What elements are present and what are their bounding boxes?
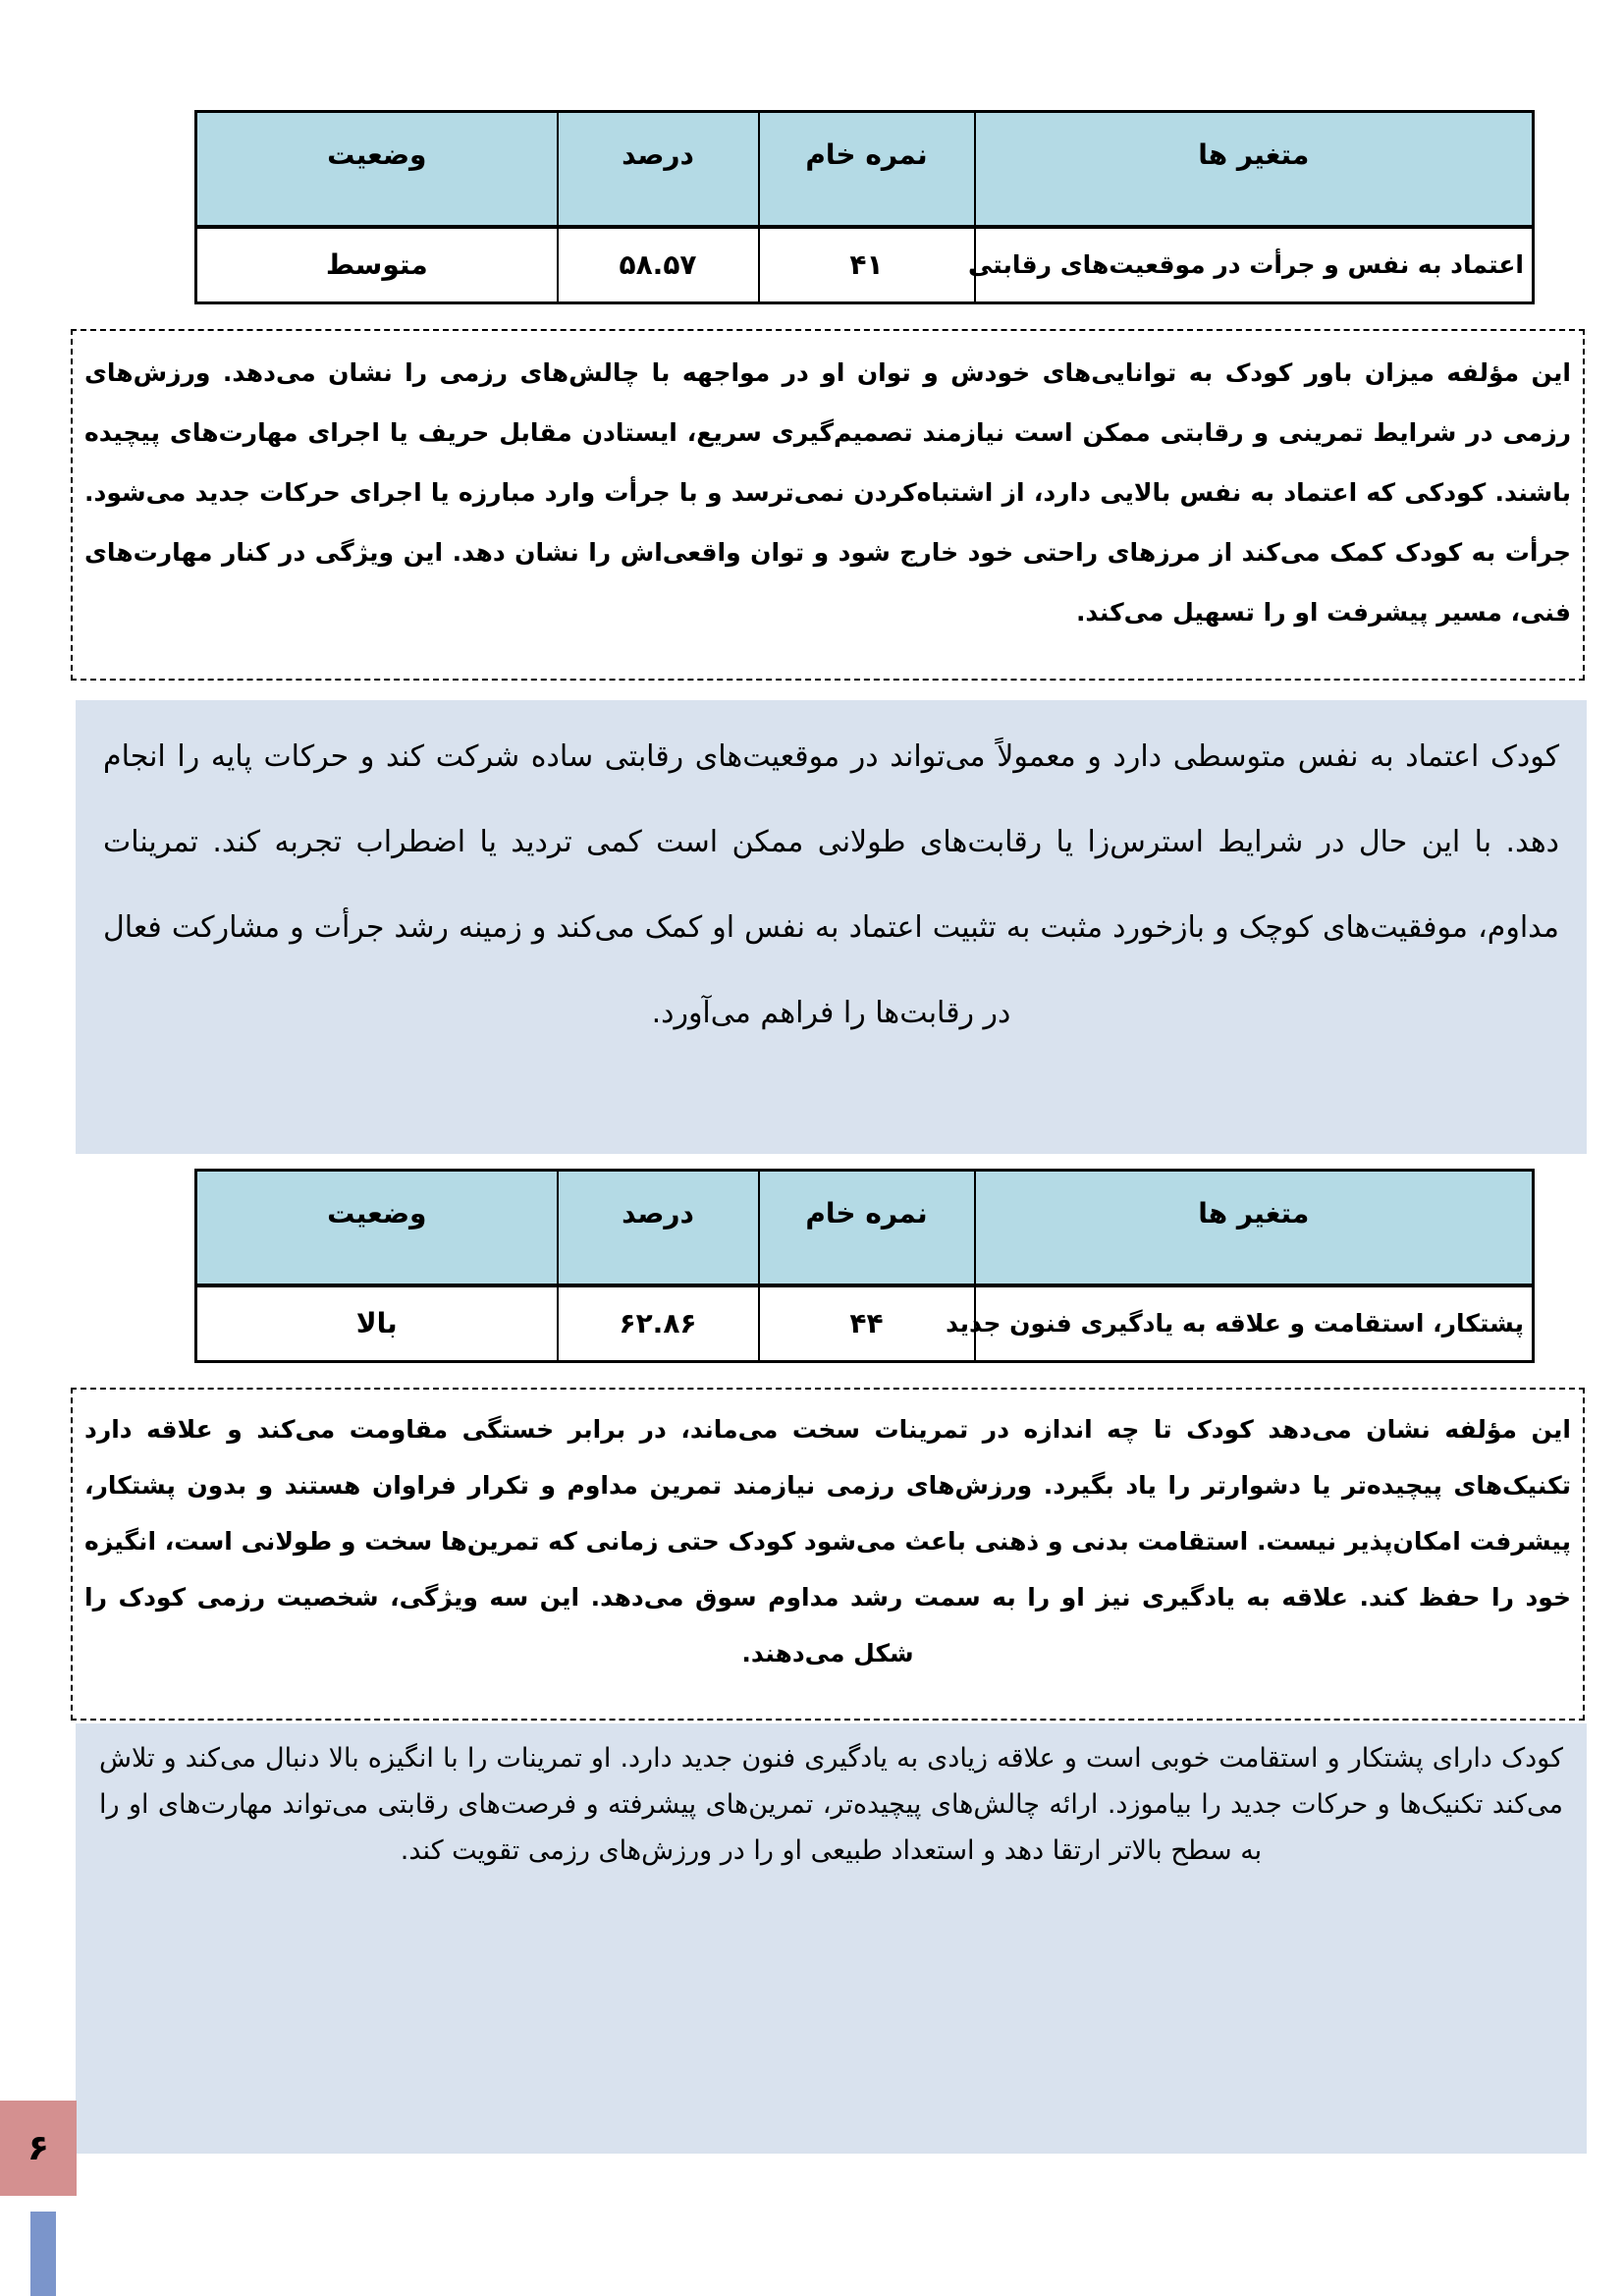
variable-description-2-text: این مؤلفه نشان می‌دهد کودک تا چه اندازه در تمرینات سخت می‌ماند، در برابر خستگی مقاومت می‌کند و علاقه دارد تکنیک‌های پیچیده‌تر یا دشوارتر را یاد بگیرد. ورزش‌های رزمی نیازمند تمرین مداوم و تکرار فراوان هستند و بدون پشتکار، پیشرفت امکان‌پذیر نیست. استقامت بدنی و ذهنی باعث می‌شود کودک حتی زمانی که تمرین‌ها سخت و طولانی است، انگیزه خود را حفظ کند. علاقه به یادگیری نیز او را به سمت رشد مداوم سوق می‌دهد. این سه ویژگی، شخصیت رزمی کودک را شکل می‌دهند. <box>84 1415 1571 1667</box>
variable-description-1-text: این مؤلفه میزان باور کودک به توانایی‌های خودش و توان او در مواجهه با چالش‌های رزمی را نشان می‌دهد. ورزش‌های رزمی در شرایط تمرینی و رقابتی ممکن است نیازمند تصمیم‌گیری سریع، ایستادن مقابل حریف یا اجرای مهارت‌های پیچیده باشند. کودکی که اعتماد به نفس بالایی دارد، از اشتباه‌کردن نمی‌ترسد و با جرأت وارد مبارزه یا اجرای حرکات جدید می‌شود. جرأت به کودک کمک می‌کند از مرزهای راحتی خود خارج شود و توان واقعی‌اش را نشان دهد. این ویژگی در کنار مهارت‌های فنی، مسیر پیشرفت او را تسهیل می‌کند. <box>84 358 1571 627</box>
status-value: بالا <box>196 1285 558 1362</box>
interpretation-1 <box>76 700 1587 1154</box>
raw-score-value: ۴۴ <box>759 1285 975 1362</box>
interpretation-1-text: کودک اعتماد به نفس متوسطی دارد و معمولاً می‌تواند در موقعیت‌های رقابتی ساده شرکت کند و حرکات پایه را انجام دهد. با این حال در شرایط استرس‌زا یا رقابت‌های طولانی ممکن است کمی تردید یا اضطراب تجربه کند. تمرینات مداوم، موفقیت‌های کوچک و بازخورد مثبت به تثبیت اعتماد به نفس او کمک می‌کند و زمینه رشد جرأت و مشارکت فعال در رقابت‌ها را فراهم می‌آورد. <box>103 739 1559 1030</box>
col-header-variables: متغیر ها <box>975 1171 1534 1285</box>
col-header-raw-score: نمره خام <box>759 1171 975 1285</box>
percent-value: ۵۸.۵۷ <box>558 227 759 303</box>
score-table-1 <box>194 110 1535 304</box>
table-2-data-row <box>196 1285 1534 1362</box>
variable-description-1 <box>71 329 1585 681</box>
col-header-percent: درصد <box>558 112 759 227</box>
page-number: ۶ <box>27 2128 49 2168</box>
score-table-2 <box>194 1169 1535 1363</box>
col-header-status: وضعیت <box>196 1171 558 1285</box>
percent-value: ۶۲.۸۶ <box>558 1285 759 1362</box>
raw-score-value: ۴۱ <box>759 227 975 303</box>
interpretation-2-text: کودک دارای پشتکار و استقامت خوبی است و علاقه زیادی به یادگیری فنون جدید دارد. او تمرینات را با انگیزه بالا دنبال می‌کند و تلاش می‌کند تکنیک‌ها و حرکات جدید را بیاموزد. ارائه چالش‌های پیچیده‌تر، تمرین‌های پیشرفته و فرصت‌های رقابتی می‌تواند مهارت‌های او را به سطح بالاتر ارتقا دهد و استعداد طبیعی او را در ورزش‌های رزمی تقویت کند. <box>99 1743 1563 1866</box>
table-2-header-row <box>196 1171 1534 1285</box>
table-1-data-row <box>196 227 1534 303</box>
footer-accent-strip <box>30 2212 56 2296</box>
interpretation-2 <box>76 1723 1587 2154</box>
col-header-raw-score: نمره خام <box>759 112 975 227</box>
page-number-box <box>0 2101 77 2196</box>
variable-description-2 <box>71 1388 1585 1721</box>
variable-name: پشتکار، استقامت و علاقه به یادگیری فنون جدید <box>975 1285 1534 1362</box>
col-header-status: وضعیت <box>196 112 558 227</box>
table-1-header-row <box>196 112 1534 227</box>
col-header-percent: درصد <box>558 1171 759 1285</box>
status-value: متوسط <box>196 227 558 303</box>
col-header-variables: متغیر ها <box>975 112 1534 227</box>
variable-name: اعتماد به نفس و جرأت در موقعیت‌های رقابتی <box>975 227 1534 303</box>
